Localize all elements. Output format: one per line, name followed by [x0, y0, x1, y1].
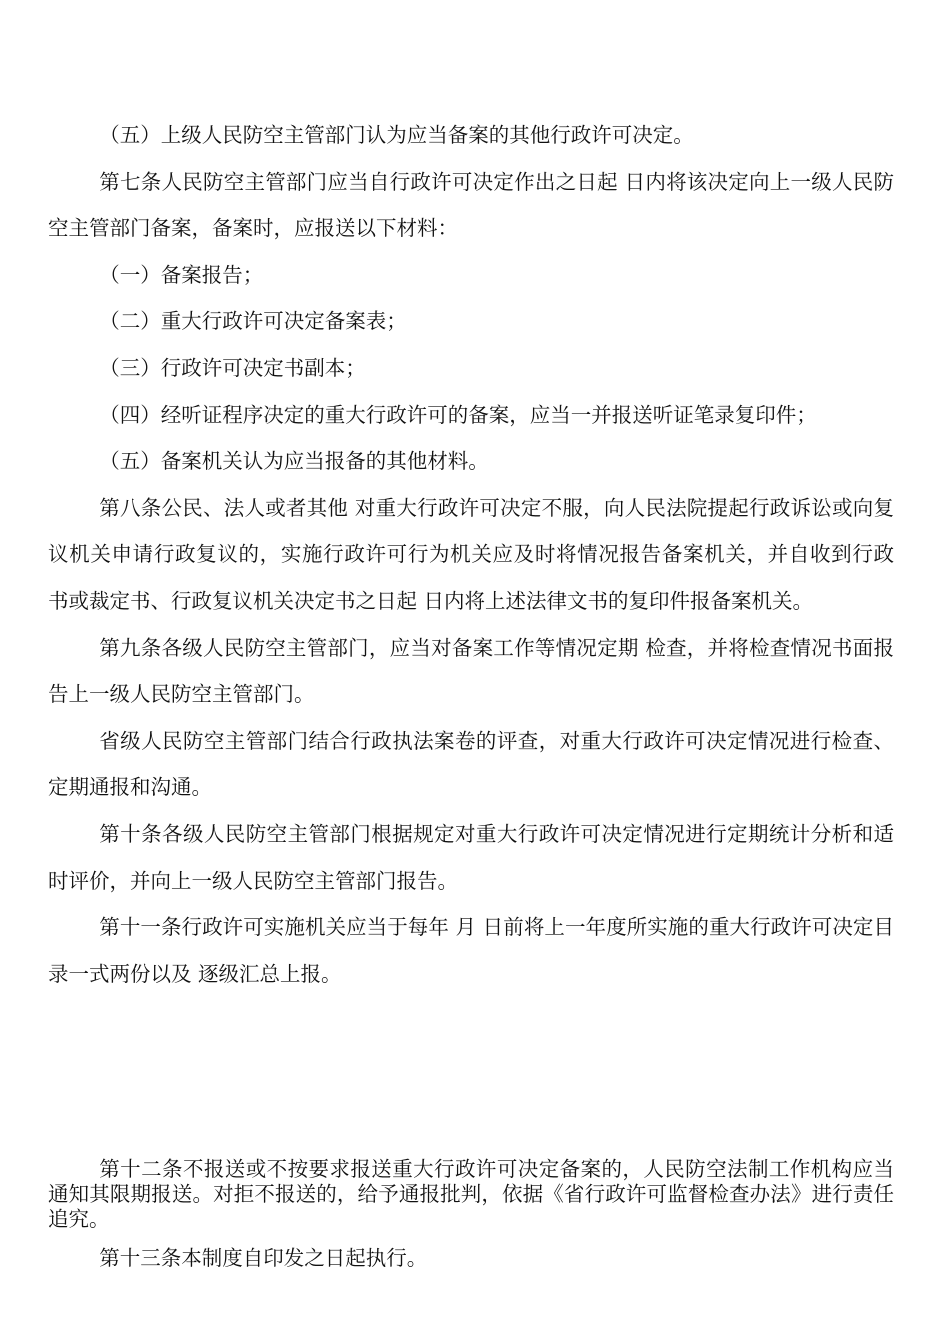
paragraph-article-10: 第十条各级人民防空主管部门根据规定对重大行政许可决定情况进行定期统计分析和适时评价，并向上一级人民防空主管部门报告。 [48, 821, 894, 893]
paragraph-article-9: 第九条各级人民防空主管部门，应当对备案工作等情况定期 检查，并将检查情况书面报告上一级人民防空主管部门。 [48, 635, 894, 707]
paragraph-article-11: 第十一条行政许可实施机关应当于每年 月 日前将上一年度所实施的重大行政许可决定目录一式两份以及 逐级汇总上报。 [48, 915, 894, 986]
paragraph-provincial-review: 省级人民防空主管部门结合行政执法案卷的评查，对重大行政许可决定情况进行检查、定期通报和沟通。 [48, 728, 894, 800]
paragraph-material-5: （五）备案机关认为应当报备的其他材料。 [99, 449, 489, 474]
paragraph-article-8: 第八条公民、法人或者其他 对重大行政许可决定不服，向人民法院提起行政诉讼或向复议机关申请行政复议的，实施行政许可行为机关应及时将情况报告备案机关，并自收到行政 书或裁定书、行政复议机关决定书之日起 日内将上述法律文书的复印件报备案机关。 [48, 495, 894, 613]
paragraph-item-5: （五）上级人民防空主管部门认为应当备案的其他行政许可决定。 [99, 123, 694, 147]
paragraph-article-13: 第十三条本制度自印发之日起执行。 [99, 1246, 428, 1270]
paragraph-material-1: （一）备案报告； [99, 262, 264, 287]
paragraph-article-12: 第十二条不报送或不按要求报送重大行政许可决定备案的，人民防空法制工作机构应当通知其限期报送。对拒不报送的，给予通报批判，依据《省行政许可监督检查办法》进行责任追究。 [48, 1157, 894, 1231]
paragraph-article-7: 第七条人民防空主管部门应当自行政许可决定作出之日起 日内将该决定向上一级人民防空主管部门备案，备案时，应报送以下材料： [48, 169, 894, 241]
paragraph-material-3: （三）行政许可决定书副本； [99, 355, 366, 380]
paragraph-material-2: （二）重大行政许可决定备案表； [99, 309, 407, 334]
document-body [48, 112, 894, 997]
paragraph-material-4: （四）经听证程序决定的重大行政许可的备案，应当一并报送听证笔录复印件； [99, 402, 817, 427]
document-tail [48, 1157, 894, 1271]
